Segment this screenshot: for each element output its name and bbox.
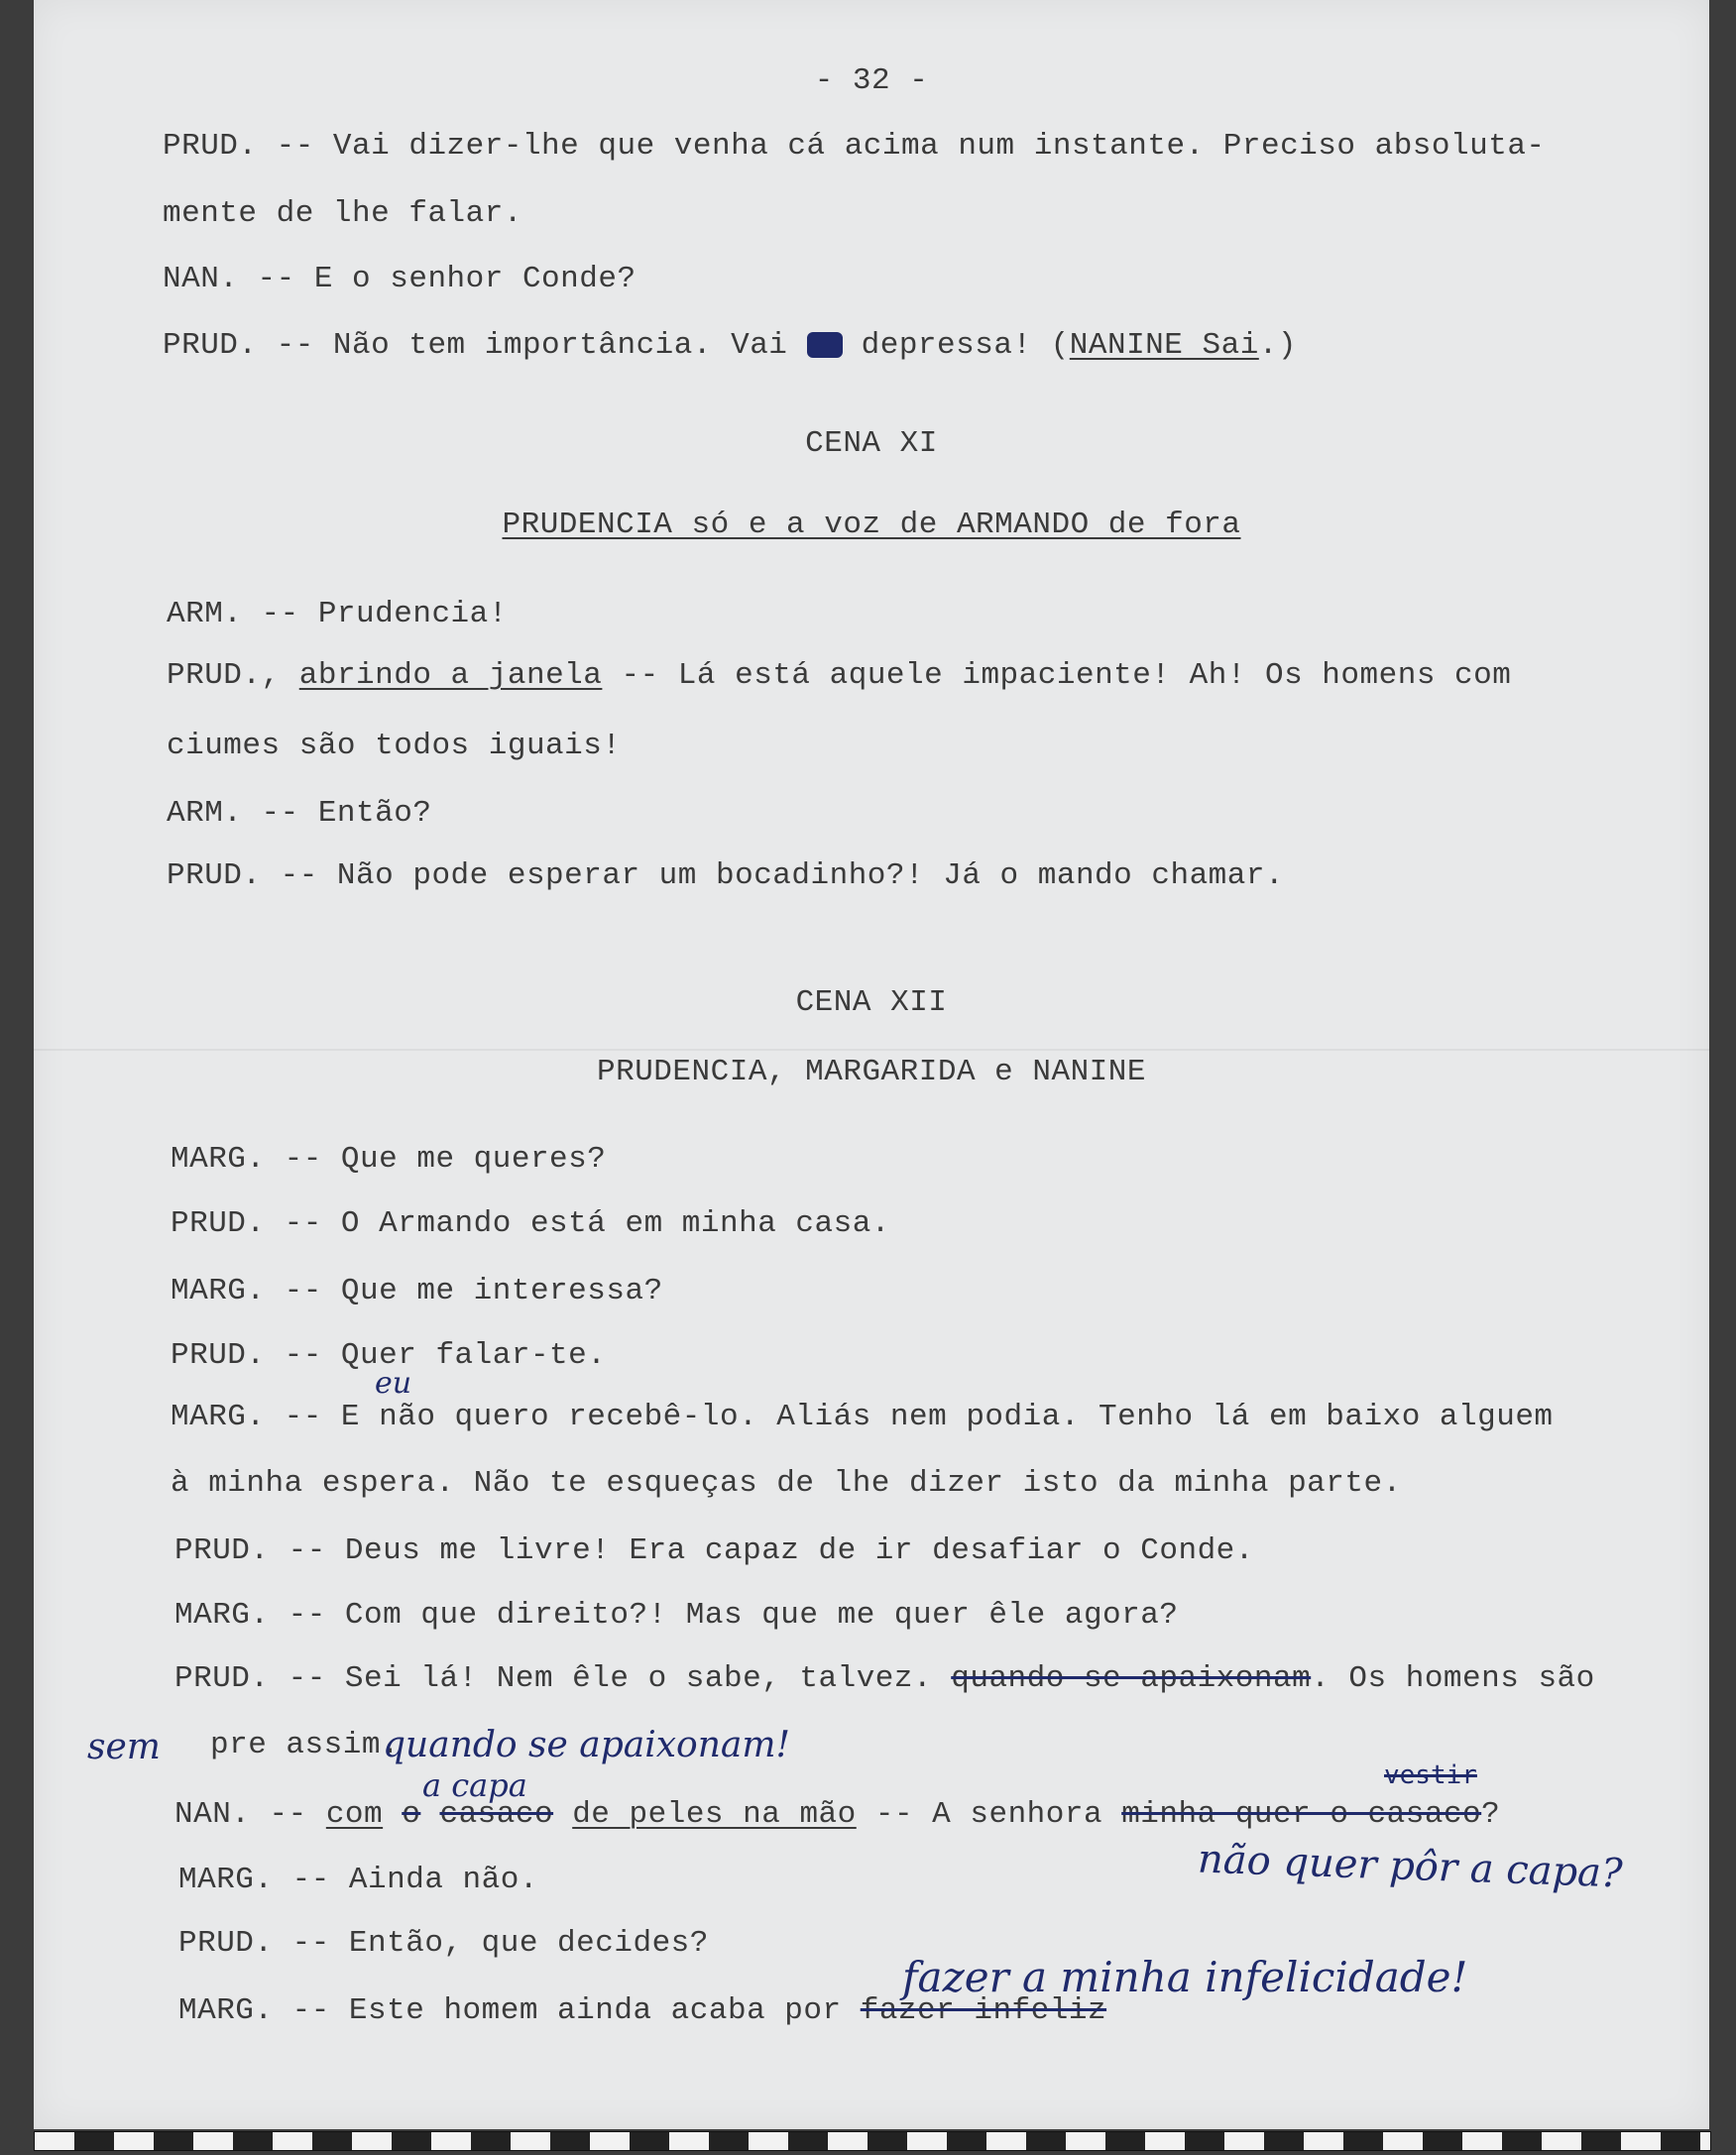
line-6-speaker: PRUD.,: [167, 658, 299, 693]
line-3: NAN. -- E o senhor Conde?: [163, 262, 637, 296]
page-number: - 32 -: [814, 63, 929, 98]
line-11: PRUD. -- O Armando está em minha casa.: [171, 1206, 890, 1241]
line-12: MARG. -- Que me interessa?: [171, 1274, 663, 1308]
scene-12-title: CENA XII: [795, 985, 948, 1020]
line-4-speaker: PRUD. -- Não tem importância. Vai: [163, 328, 807, 363]
line-21: MARG. -- Ainda não.: [178, 1863, 538, 1897]
line-17: MARG. -- Com que direito?! Mas que me quer êle agora?: [174, 1598, 1179, 1633]
line-23-text: MARG. -- Este homem ainda acaba por: [178, 1993, 861, 2028]
line-8: ARM. -- Então?: [167, 796, 432, 831]
line-13: PRUD. -- Quer falar-te.: [171, 1338, 607, 1373]
line-4-end: .): [1258, 328, 1298, 363]
line-20-end: ?: [1481, 1797, 1501, 1832]
scale-bar: [34, 2131, 1711, 2151]
line-5: ARM. -- Prudencia!: [167, 597, 508, 631]
scene-11-subtitle: PRUDENCIA só e a voz de ARMANDO de fora: [502, 508, 1241, 542]
line-20-text: -- A senhora: [856, 1797, 1122, 1832]
scene-11-title: CENA XI: [805, 426, 938, 461]
line-18-text: PRUD. -- Sei lá! Nem êle o sabe, talvez.: [174, 1661, 952, 1696]
line-19: pre assim.: [210, 1728, 401, 1762]
line-20: [174, 1797, 1500, 1832]
line-23-struck: fazer infeliz: [860, 1993, 1107, 2028]
line-18-struck: quando se apaixonam: [951, 1661, 1312, 1696]
line-4-mid: depressa! (: [842, 328, 1070, 363]
handwritten-a-capa: a capa: [422, 1766, 527, 1804]
line-10: MARG. -- Que me queres?: [171, 1142, 607, 1177]
scribble-mark: [807, 332, 843, 358]
handwritten-quando: quando se apaixonam!: [383, 1725, 790, 1765]
paper-fold: [34, 1049, 1709, 1051]
line-2: mente de lhe falar.: [163, 196, 522, 231]
line-6: [167, 658, 1511, 693]
line-6-stage: abrindo a janela: [298, 658, 603, 693]
line-18: [174, 1661, 1595, 1696]
vestir-struck: vestir: [1384, 1760, 1477, 1790]
handwritten-fazer: fazer a minha infelicidade!: [902, 1953, 1468, 2001]
line-7: ciumes são todos iguais!: [167, 729, 622, 763]
handwritten-nao-quer: não quer pôr a capa?: [1197, 1836, 1624, 1897]
line-20-stage-1: com: [325, 1797, 384, 1832]
line-22: PRUD. -- Então, que decides?: [178, 1926, 709, 1961]
handwritten-eu: eu: [375, 1366, 412, 1401]
line-6-text: -- Lá está aquele impaciente! Ah! Os homens com: [602, 658, 1512, 693]
line-20-struck-3: minha quer o casaco: [1121, 1797, 1482, 1832]
line-20-struck-2: casaco: [439, 1797, 554, 1832]
line-16: PRUD. -- Deus me livre! Era capaz de ir desafiar o Conde.: [174, 1533, 1254, 1568]
line-1: PRUD. -- Vai dizer-lhe que venha cá acima num instante. Preciso absoluta-: [163, 129, 1546, 164]
handwritten-vestir: [1384, 1760, 1477, 1790]
line-4-stage: NANINE Sai: [1069, 328, 1259, 363]
line-20-struck-1: o: [402, 1797, 421, 1832]
line-14: MARG. -- E não quero recebê-lo. Aliás nem podia. Tenho lá em baixo alguem: [171, 1400, 1554, 1434]
line-18-end: . Os homens são: [1311, 1661, 1595, 1696]
line-15: à minha espera. Não te esqueças de lhe dizer isto da minha parte.: [171, 1466, 1402, 1501]
document-page: [34, 0, 1709, 2129]
handwritten-sem: sem: [87, 1727, 161, 1767]
line-4: [163, 328, 1297, 363]
scene-12-subtitle: PRUDENCIA, MARGARIDA e NANINE: [597, 1055, 1146, 1089]
line-20-speaker: NAN. --: [174, 1797, 326, 1832]
line-9: PRUD. -- Não pode esperar um bocadinho?! Já o mando chamar.: [167, 858, 1285, 893]
line-20-stage-2: de peles na mão: [572, 1797, 857, 1832]
